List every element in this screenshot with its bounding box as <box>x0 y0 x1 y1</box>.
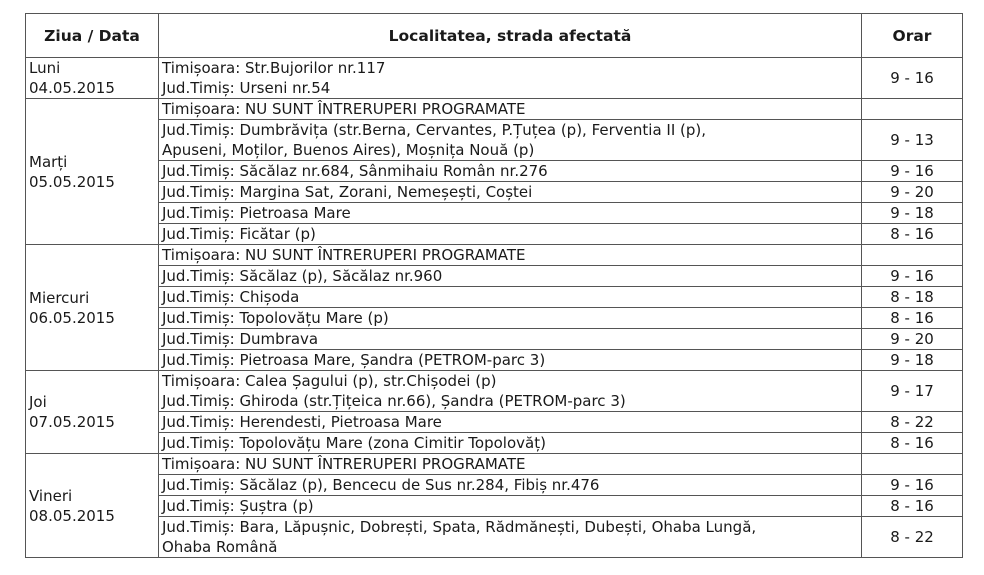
hours-cell: 9 - 16 <box>862 475 963 496</box>
location-cell <box>159 454 862 475</box>
location-cell <box>159 120 862 161</box>
hours-cell: 9 - 18 <box>862 350 963 371</box>
day-cell <box>26 371 159 454</box>
location-line: Jud.Timiș: Ficătar (p) <box>162 225 316 243</box>
day-name: Vineri <box>29 486 73 505</box>
day-cell <box>26 245 159 371</box>
hours-cell: 9 - 20 <box>862 182 963 203</box>
location-line: Timișoara: NU SUNT ÎNTRERUPERI PROGRAMATE <box>162 100 526 118</box>
location-cell <box>159 517 862 558</box>
table-row <box>26 161 963 182</box>
table-row <box>26 475 963 496</box>
hours-cell: 8 - 16 <box>862 308 963 329</box>
header-day-date: Ziua / Data <box>26 14 159 58</box>
location-cell <box>159 58 862 99</box>
location-line: Jud.Timiș: Pietroasa Mare <box>162 204 351 222</box>
table-row <box>26 266 963 287</box>
table-row <box>26 517 963 558</box>
location-line: Jud.Timiș: Chișoda <box>162 288 300 306</box>
location-cell <box>159 308 862 329</box>
location-cell <box>159 412 862 433</box>
location-line: Jud.Timiș: Săcălaz (p), Bencecu de Sus nr.284, Fibiș nr.476 <box>162 476 600 494</box>
day-date: 04.05.2015 <box>29 79 115 97</box>
location-line: Jud.Timiș: Săcălaz (p), Săcălaz nr.960 <box>162 267 443 285</box>
location-cell <box>159 475 862 496</box>
location-line: Jud.Timiș: Ghiroda (str.Țițeica nr.66), Șandra (PETROM-parc 3) <box>162 392 626 410</box>
location-cell <box>159 161 862 182</box>
hours-cell: 8 - 16 <box>862 224 963 245</box>
location-cell <box>159 371 862 412</box>
location-line: Jud.Timiș: Bara, Lăpușnic, Dobrești, Spata, Rădmănești, Dubești, Ohaba Lungă, <box>162 518 757 536</box>
location-cell <box>159 266 862 287</box>
hours-cell: 8 - 16 <box>862 496 963 517</box>
location-cell <box>159 99 862 120</box>
location-line: Apuseni, Moților, Buenos Aires), Moșnița Nouă (p) <box>162 141 535 159</box>
location-cell <box>159 182 862 203</box>
header-location: Localitatea, strada afectată <box>159 14 862 58</box>
location-cell <box>159 203 862 224</box>
table-row <box>26 496 963 517</box>
table-row <box>26 412 963 433</box>
table-row <box>26 224 963 245</box>
location-cell <box>159 496 862 517</box>
hours-cell: 9 - 16 <box>862 58 963 99</box>
location-line: Jud.Timiș: Topolovățu Mare (zona Cimitir Topolovăț) <box>162 434 546 452</box>
location-line: Jud.Timiș: Herendesti, Pietroasa Mare <box>162 413 442 431</box>
outage-schedule-table <box>25 13 963 558</box>
day-name: Marți <box>29 152 68 171</box>
location-line: Jud.Timiș: Dumbrava <box>162 330 319 348</box>
table-row <box>26 454 963 475</box>
table-header-row <box>26 14 963 58</box>
table-row <box>26 287 963 308</box>
table-row <box>26 329 963 350</box>
location-line: Jud.Timiș: Margina Sat, Zorani, Nemeșești, Coștei <box>162 183 533 201</box>
hours-cell: 8 - 18 <box>862 287 963 308</box>
table-row <box>26 308 963 329</box>
location-cell <box>159 329 862 350</box>
hours-cell: 8 - 22 <box>862 517 963 558</box>
location-line: Jud.Timiș: Topolovățu Mare (p) <box>162 309 389 327</box>
day-name: Luni <box>29 59 61 77</box>
day-date: 08.05.2015 <box>29 506 115 525</box>
day-name: Joi <box>29 393 47 411</box>
location-line: Ohaba Română <box>162 538 278 556</box>
day-name: Miercuri <box>29 288 90 307</box>
table-row <box>26 203 963 224</box>
day-cell <box>26 454 159 558</box>
table-row <box>26 58 963 99</box>
table-row <box>26 371 963 412</box>
location-cell <box>159 433 862 454</box>
day-cell <box>26 99 159 245</box>
location-line: Jud.Timiș: Săcălaz nr.684, Sânmihaiu Român nr.276 <box>162 162 548 180</box>
location-line: Timișoara: Calea Șagului (p), str.Chișodei (p) <box>162 372 497 390</box>
table-row <box>26 99 963 120</box>
hours-cell <box>862 245 963 266</box>
day-date: 05.05.2015 <box>29 172 115 191</box>
table-row <box>26 182 963 203</box>
location-cell <box>159 287 862 308</box>
table-row <box>26 350 963 371</box>
location-line: Jud.Timiș: Urseni nr.54 <box>162 79 331 97</box>
header-hours: Orar <box>862 14 963 58</box>
table-row <box>26 120 963 161</box>
table-row <box>26 433 963 454</box>
location-line: Jud.Timiș: Pietroasa Mare, Șandra (PETROM-parc 3) <box>162 351 546 369</box>
hours-cell: 9 - 17 <box>862 371 963 412</box>
location-line: Timișoara: Str.Bujorilor nr.117 <box>162 59 386 77</box>
location-line: Timișoara: NU SUNT ÎNTRERUPERI PROGRAMATE <box>162 455 526 473</box>
day-date: 07.05.2015 <box>29 413 115 431</box>
table-body <box>26 58 963 558</box>
hours-cell <box>862 454 963 475</box>
location-line: Jud.Timiș: Dumbrăvița (str.Berna, Cervantes, P.Țuțea (p), Ferventia II (p), <box>162 121 707 139</box>
day-date: 06.05.2015 <box>29 308 115 327</box>
day-cell <box>26 58 159 99</box>
location-cell <box>159 245 862 266</box>
location-line: Timișoara: NU SUNT ÎNTRERUPERI PROGRAMATE <box>162 246 526 264</box>
location-cell <box>159 350 862 371</box>
location-cell <box>159 224 862 245</box>
hours-cell: 9 - 20 <box>862 329 963 350</box>
location-line: Jud.Timiș: Șuștra (p) <box>162 497 314 515</box>
hours-cell: 9 - 16 <box>862 161 963 182</box>
hours-cell: 8 - 16 <box>862 433 963 454</box>
table-row <box>26 245 963 266</box>
hours-cell: 9 - 13 <box>862 120 963 161</box>
hours-cell: 8 - 22 <box>862 412 963 433</box>
hours-cell: 9 - 18 <box>862 203 963 224</box>
hours-cell: 9 - 16 <box>862 266 963 287</box>
hours-cell <box>862 99 963 120</box>
